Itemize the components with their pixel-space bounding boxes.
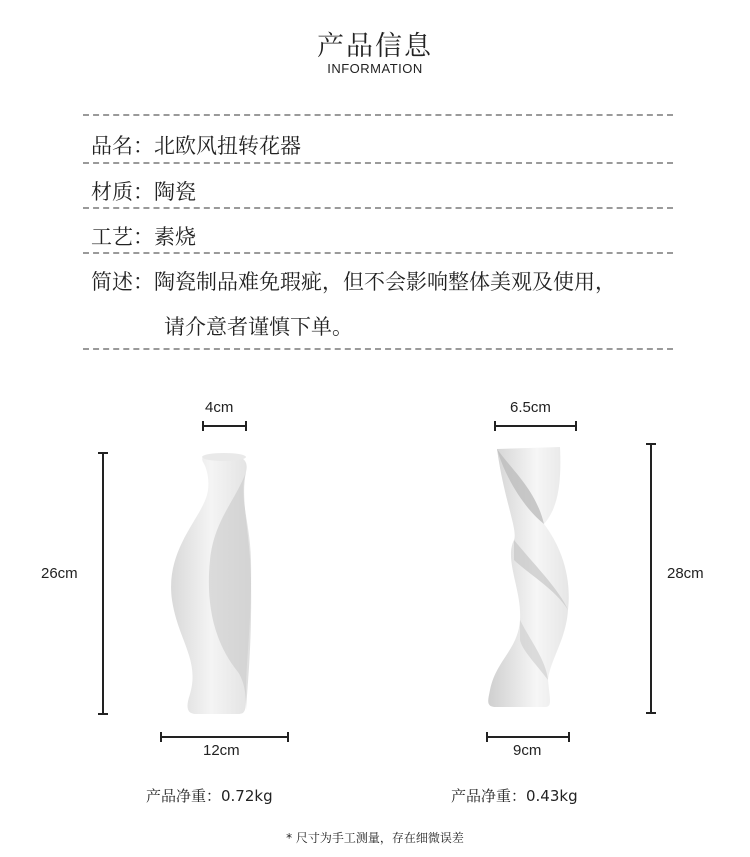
vase-left-image <box>171 453 251 714</box>
page-subtitle: INFORMATION <box>327 61 423 76</box>
right-base-width-label: 9cm <box>513 742 542 759</box>
right-net-weight: 产品净重：0.43kg <box>451 787 578 805</box>
info-material: 材质：陶瓷 <box>91 180 196 204</box>
left-top-width-label: 4cm <box>205 399 234 416</box>
info-craft: 工艺：素烧 <box>91 225 196 249</box>
left-net-weight: 产品净重：0.72kg <box>146 787 273 805</box>
info-description-line1: 简述：陶瓷制品难免瑕疵，但不会影响整体美观及使用， <box>91 270 616 294</box>
left-height-label: 26cm <box>41 565 78 582</box>
vase-right-image <box>488 447 569 707</box>
right-height-label: 28cm <box>667 565 704 582</box>
right-top-width-label: 6.5cm <box>510 399 551 416</box>
left-base-width-label: 12cm <box>203 742 240 759</box>
footer-note: * 尺寸为手工测量，存在细微误差 <box>286 831 464 845</box>
info-description-line2: 请介意者谨慎下单。 <box>164 315 353 339</box>
page-title: 产品信息 <box>317 31 433 62</box>
info-product-name: 品名：北欧风扭转花器 <box>91 134 301 158</box>
